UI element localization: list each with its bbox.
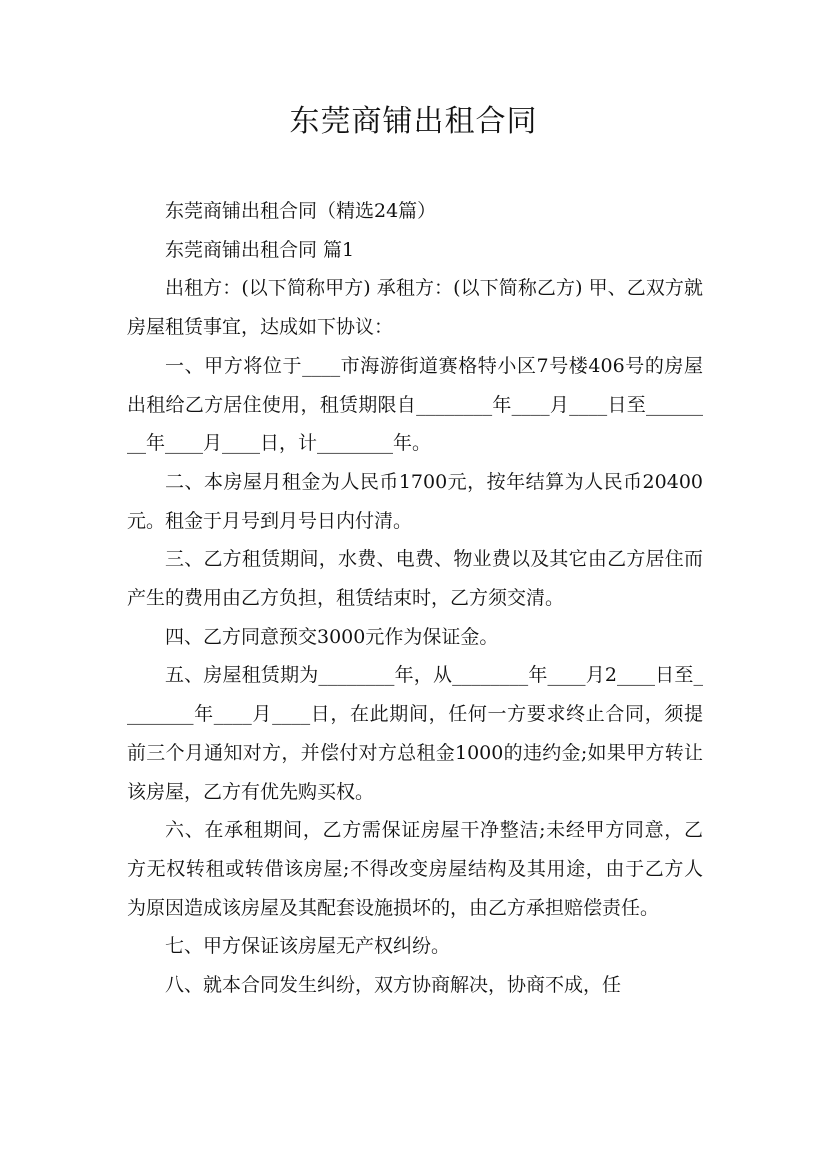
paragraph-clause-5: 五、房屋租赁期为________年，从________年____月2____日至________年____月____日，在此期间，任何一方要求终止合同，须提前三个月通知对方，并偿付对方总租金1000的违约金;如果甲方转让该房屋，乙方有优先购买权。 bbox=[127, 664, 703, 803]
paragraph-clause-1: 一、甲方将位于____市海游街道赛格特小区7号楼406号的房屋出租给乙方居住使用，租赁期限自________年____月____日至________年____月____日，计________年。 bbox=[127, 354, 703, 455]
paragraph-section-heading: 东莞商铺出租合同 篇1 bbox=[165, 238, 355, 261]
paragraph-clause-8: 八、就本合同发生纠纷，双方协商解决，协商不成，任 bbox=[165, 974, 622, 997]
paragraph-clause-4: 四、乙方同意预交3000元作为保证金。 bbox=[165, 625, 499, 648]
paragraph-clause-7: 七、甲方保证该房屋无产权纠纷。 bbox=[165, 935, 451, 958]
paragraph-clause-2: 二、本房屋月租金为人民币1700元，按年结算为人民币20400元。租金于月号到月号日内付清。 bbox=[127, 470, 703, 532]
document-title: 东莞商铺出租合同 bbox=[289, 104, 538, 139]
paragraph-subtitle: 东莞商铺出租合同（精选24篇） bbox=[165, 200, 437, 222]
document-body bbox=[127, 192, 703, 1005]
paragraph-clause-3: 三、乙方租赁期间，水费、电费、物业费以及其它由乙方居住而产生的费用由乙方负担，租赁结束时，乙方须交清。 bbox=[127, 548, 703, 610]
paragraph-parties: 出租方：(以下简称甲方) 承租方：(以下简称乙方) 甲、乙双方就房屋租赁事宜，达成如下协议： bbox=[127, 277, 703, 339]
paragraph-clause-6: 六、在承租期间，乙方需保证房屋干净整洁;未经甲方同意，乙方无权转租或转借该房屋;不得改变房屋结构及其用途，由于乙方人为原因造成该房屋及其配套设施损坏的，由乙方承担赔偿责任。 bbox=[127, 819, 703, 919]
